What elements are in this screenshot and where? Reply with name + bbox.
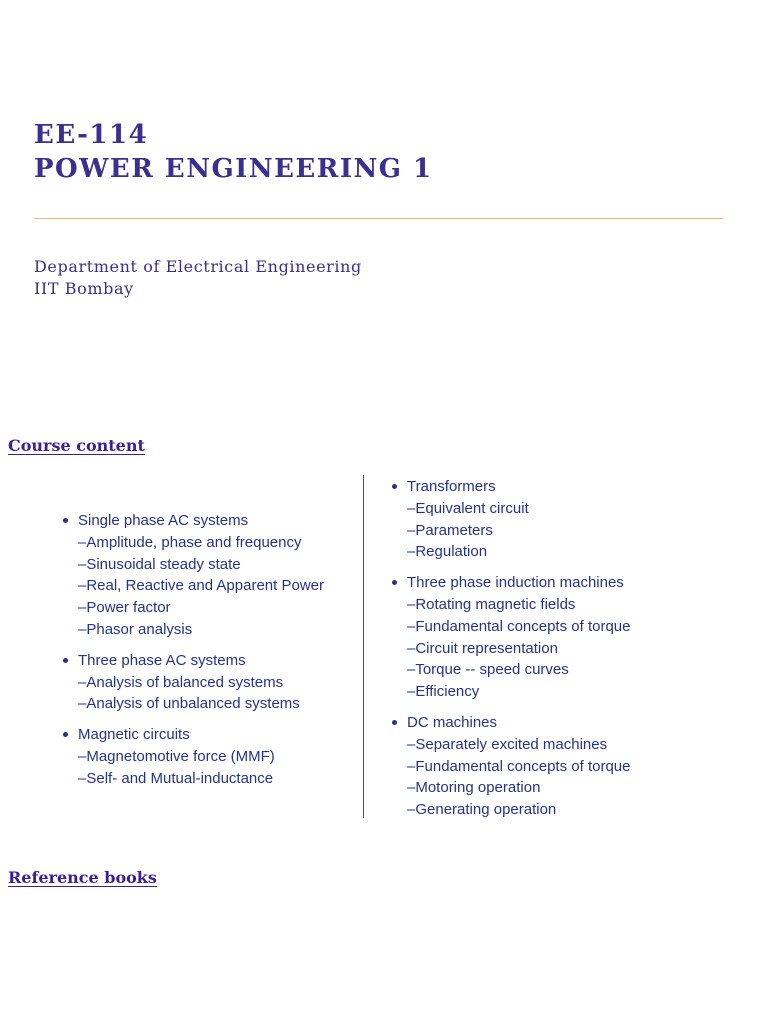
subtopic-item: –Torque -- speed curves [407, 661, 569, 679]
topic-title: Transformers [391, 476, 721, 498]
course-name: POWER ENGINEERING 1 [34, 154, 433, 184]
subtopic-item: –Sinusoidal steady state [78, 555, 241, 573]
subtopic-item: –Fundamental concepts of torque [407, 757, 631, 775]
department-name: Department of Electrical Engineering [34, 257, 362, 276]
topic-induction-machines [391, 572, 721, 703]
subtopic-item: –Fundamental concepts of torque [407, 617, 631, 635]
subtopic-item: –Amplitude, phase and frequency [78, 533, 302, 551]
course-code: EE-114 [34, 120, 149, 150]
course-title [34, 118, 734, 186]
course-content-heading: Course content [8, 436, 145, 455]
topic-single-phase-ac [62, 510, 392, 641]
topic-three-phase-ac [62, 650, 392, 715]
reference-books-heading: Reference books [8, 868, 157, 887]
title-divider [34, 218, 723, 219]
subtopic-item: –Analysis of unbalanced systems [78, 695, 300, 713]
subtopic-item: –Separately excited machines [407, 735, 608, 753]
topic-title: Three phase induction machines [391, 572, 721, 594]
topic-title: Single phase AC systems [62, 510, 392, 532]
topic-dc-machines [391, 712, 721, 821]
subtopic-item: –Real, Reactive and Apparent Power [78, 577, 324, 595]
course-content-right-column [391, 476, 721, 830]
subtopic-item: –Analysis of balanced systems [78, 673, 284, 691]
subtopic-item: –Power factor [78, 599, 171, 617]
subtopic-item: –Equivalent circuit [407, 499, 529, 517]
topic-magnetic-circuits [62, 724, 392, 789]
subtopic-item: –Rotating magnetic fields [407, 595, 576, 613]
subtopic-item: –Efficiency [407, 683, 480, 701]
subtopic-item: –Motoring operation [407, 779, 541, 797]
subtopic-item: –Generating operation [407, 801, 557, 819]
subtopic-item: –Phasor analysis [78, 620, 193, 638]
topic-title: Magnetic circuits [62, 724, 392, 746]
topic-title: DC machines [391, 712, 721, 734]
topic-transformers [391, 476, 721, 563]
subtopic-item: –Parameters [407, 521, 493, 539]
subtopic-item: –Magnetomotive force (MMF) [78, 747, 275, 765]
subtopic-item: –Self- and Mutual-inductance [78, 769, 274, 787]
institute-name: IIT Bombay [34, 279, 134, 298]
topic-title: Three phase AC systems [62, 650, 392, 672]
department-block [34, 256, 362, 300]
subtopic-item: –Circuit representation [407, 639, 558, 657]
course-content-left-column [62, 510, 392, 799]
subtopic-item: –Regulation [407, 543, 488, 561]
column-divider [363, 475, 364, 818]
